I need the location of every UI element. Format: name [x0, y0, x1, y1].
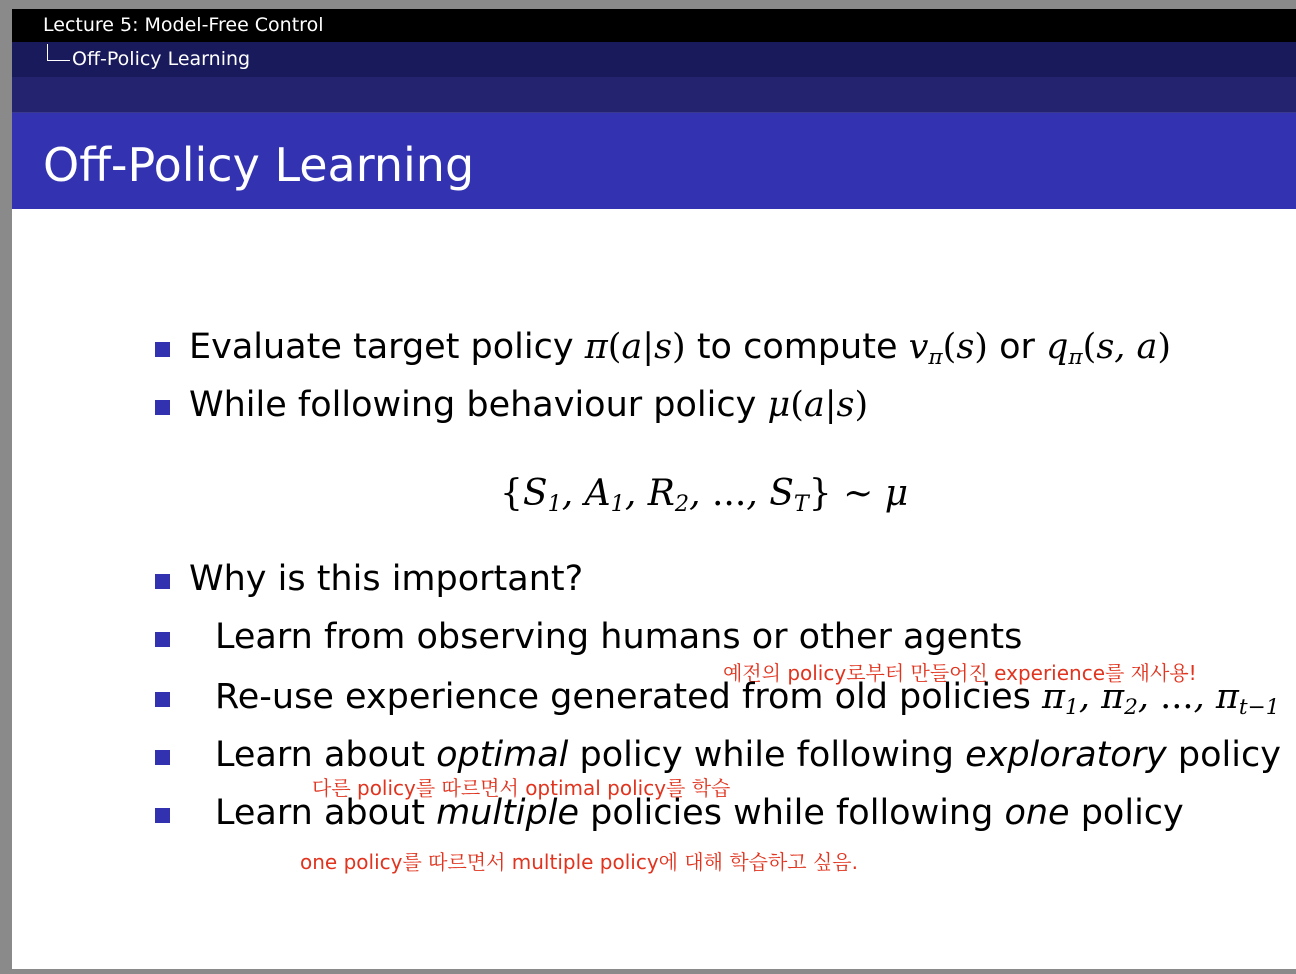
bullet-text: policy: [1166, 735, 1281, 775]
bullet-optimal-exploratory: [215, 733, 1281, 777]
bullet-multiple-policies: [215, 791, 1184, 835]
section-title: Off-Policy Learning: [72, 48, 251, 70]
section-header: [12, 42, 1296, 77]
bullet-text: Why is this important?: [189, 559, 584, 599]
slide-title: Off-Policy Learning: [43, 138, 475, 192]
bullet-square: [155, 808, 170, 823]
math-old-policies: $\pi_1$, $\pi_2$, ..., $\pi_{t-1}$: [1042, 677, 1280, 721]
emphasis-exploratory: exploratory: [965, 735, 1167, 775]
bullet-text: Re-use experience generated from old policies: [215, 677, 1042, 717]
bullet-evaluate-target: [189, 325, 1171, 369]
lecture-title: Lecture 5: Model-Free Control: [43, 14, 324, 36]
math-mu-a-given-s: μ(a|s): [767, 385, 869, 425]
title-bar: [12, 113, 1296, 209]
math-episode-distribution: {$S_1$, $A_1$, $R_2$, ..., $S_T$} ∼ μ: [500, 473, 909, 518]
bullet-square: [155, 342, 170, 357]
slide: [12, 9, 1296, 969]
bullet-square: [155, 750, 170, 765]
tree-corner-icon: [47, 44, 70, 61]
bullet-text: or: [987, 327, 1046, 367]
bullet-square: [155, 692, 170, 707]
bullet-text: Learn from observing humans or other agents: [215, 617, 1023, 657]
emphasis-optimal: optimal: [436, 735, 569, 775]
bullet-reuse-experience: [215, 675, 1280, 719]
bullet-text: Evaluate target policy: [189, 327, 585, 367]
bullet-behaviour-policy: [189, 383, 868, 427]
handwritten-note-multiple: one policy를 따르면서 multiple policy에 대해 학습하고 싶음.: [300, 850, 858, 874]
bullet-square: [155, 400, 170, 415]
header-spacer-bar: [12, 77, 1296, 113]
bullet-text: While following behaviour policy: [189, 385, 768, 425]
lecture-header: [12, 9, 1296, 42]
bullet-why-important: [189, 557, 583, 601]
math-v-pi-s: $v_\pi(s)$: [908, 327, 988, 371]
display-equation: [500, 472, 908, 516]
emphasis-one: one: [1004, 793, 1070, 833]
bullet-text: policies while following: [579, 793, 1005, 833]
bullet-square: [155, 632, 170, 647]
bullet-text: Learn about: [215, 793, 437, 833]
handwritten-note-optimal: 다른 policy를 따르면서 optimal policy를 학습: [312, 776, 731, 800]
bullet-text: Learn about: [215, 735, 437, 775]
emphasis-multiple: multiple: [436, 793, 579, 833]
bullet-text: policy while following: [568, 735, 966, 775]
math-pi-a-given-s: π(a|s): [584, 327, 686, 367]
bullet-learn-from-humans: [215, 615, 1022, 659]
bullet-square: [155, 574, 170, 589]
bullet-text: policy: [1069, 793, 1184, 833]
math-q-pi-s-a: $q_\pi(s$, a): [1046, 327, 1172, 371]
bullet-text: to compute: [685, 327, 909, 367]
handwritten-note-reuse: 예전의 policy로부터 만들어진 experience를 재사용!: [723, 661, 1197, 685]
